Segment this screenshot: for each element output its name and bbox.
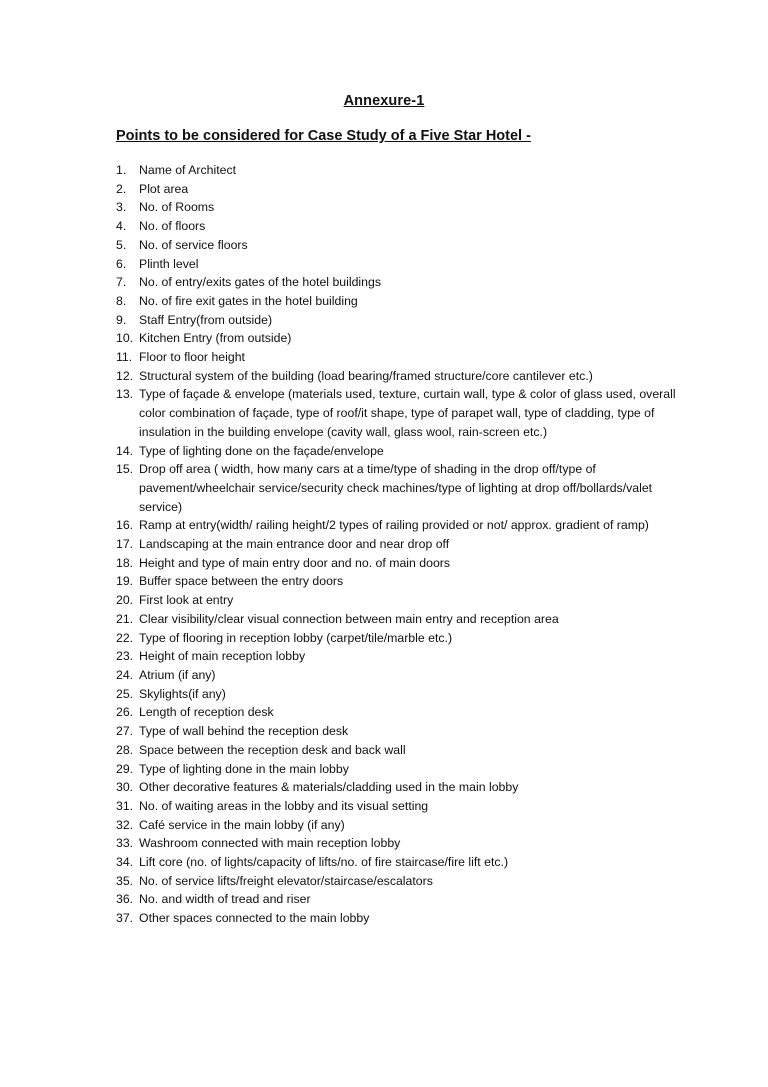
list-item (116, 385, 686, 441)
list-item (116, 180, 686, 199)
list-item (116, 703, 686, 722)
list-item (116, 797, 686, 816)
list-item-number: 32. (116, 817, 134, 832)
list-item-number: 8. (116, 293, 127, 308)
list-item (116, 834, 686, 853)
list-item-number: 5. (116, 237, 127, 252)
list-item-number: 15. (116, 462, 134, 477)
list-item (116, 516, 686, 535)
list-item (116, 853, 686, 872)
list-item (116, 685, 686, 704)
points-list (116, 161, 686, 928)
list-item-number: 4. (116, 219, 127, 234)
list-item-text: Atrium (if any) (139, 667, 216, 682)
list-item (116, 161, 686, 180)
list-item-text: Kitchen Entry (from outside) (139, 331, 292, 346)
list-item-number: 11. (116, 350, 133, 365)
list-item-number: 25. (116, 686, 134, 701)
list-item-text: No. of fire exit gates in the hotel building (139, 293, 358, 308)
list-item (116, 236, 686, 255)
list-item-number: 33. (116, 836, 134, 851)
list-item-number: 13. (116, 387, 134, 402)
list-item-text: No. of service lifts/freight elevator/staircase/escalators (139, 873, 433, 888)
list-item-text: No. of floors (139, 219, 206, 234)
list-item (116, 217, 686, 236)
list-item-text: Type of lighting done on the façade/envelope (139, 443, 384, 458)
list-item (116, 778, 686, 797)
list-item-text: Name of Architect (139, 163, 237, 177)
list-item-text: Length of reception desk (139, 705, 274, 720)
list-item-number: 10. (116, 331, 134, 346)
list-item (116, 367, 686, 386)
list-item-number: 30. (116, 780, 134, 795)
document-title: Annexure-1 (343, 93, 425, 109)
list-item (116, 198, 686, 217)
list-item-number: 36. (116, 892, 134, 907)
list-item-text: Type of façade & envelope (materials used, texture, curtain wall, type & color of glass used, overall color combination of façade, type of roof/it shape, type of parapet wall, type of cladding, type of insulation in the building envelope (cavity wall, glass wool, rain-screen etc.) (139, 387, 676, 439)
list-item (116, 535, 686, 554)
list-item-text: Floor to floor height (139, 350, 245, 365)
list-item-number: 37. (116, 911, 134, 926)
list-item-text: First look at entry (139, 593, 234, 608)
list-item-number: 31. (116, 798, 134, 813)
document-subtitle: Points to be considered for Case Study of a Five Star Hotel - (116, 128, 531, 144)
list-item-number: 17. (116, 537, 134, 552)
list-item-text: No. of waiting areas in the lobby and its visual setting (139, 798, 429, 813)
list-item-text: Washroom connected with main reception lobby (139, 836, 401, 851)
list-item-number: 23. (116, 649, 134, 664)
list-item-text: Ramp at entry(width/ railing height/2 types of railing provided or not/ approx. gradient of ramp) (139, 518, 649, 533)
list-item (116, 255, 686, 274)
list-item (116, 909, 686, 928)
list-item-text: Height and type of main entry door and no. of main doors (139, 555, 451, 570)
list-item-text: Plot area (139, 181, 189, 196)
list-item-number: 3. (116, 200, 127, 215)
list-item (116, 591, 686, 610)
list-item-text: No. of entry/exits gates of the hotel buildings (139, 275, 381, 290)
list-item (116, 816, 686, 835)
list-item (116, 329, 686, 348)
list-item-number: 24. (116, 667, 134, 682)
list-item-number: 27. (116, 724, 134, 739)
list-item-number: 21. (116, 611, 134, 626)
list-item (116, 647, 686, 666)
list-item-text: Landscaping at the main entrance door and near drop off (139, 537, 450, 552)
list-item (116, 292, 686, 311)
list-item-number: 16. (116, 518, 134, 533)
list-item-number: 28. (116, 742, 134, 757)
list-item-text: No. and width of tread and riser (139, 892, 311, 907)
list-item-text: Café service in the main lobby (if any) (139, 817, 345, 832)
list-item (116, 273, 686, 292)
list-item-text: Skylights(if any) (139, 686, 226, 701)
list-item (116, 722, 686, 741)
list-item-number: 19. (116, 574, 134, 589)
list-item-text: No. of service floors (139, 237, 248, 252)
list-item (116, 348, 686, 367)
list-item (116, 610, 686, 629)
list-item-text: Other spaces connected to the main lobby (139, 911, 370, 926)
list-item-number: 1. (116, 163, 127, 177)
list-item-number: 14. (116, 443, 134, 458)
list-item-number: 9. (116, 312, 127, 327)
list-item-text: Type of flooring in reception lobby (carpet/tile/marble etc.) (139, 630, 453, 645)
list-item-text: Buffer space between the entry doors (139, 574, 344, 589)
list-item-number: 26. (116, 705, 134, 720)
list-item-text: Other decorative features & materials/cladding used in the main lobby (139, 780, 519, 795)
list-item-text: Drop off area ( width, how many cars at a time/type of shading in the drop off/type of pavement/wheelchair service/security check machines/type of lighting at drop off/bollards/valet service) (139, 462, 653, 514)
list-item-number: 29. (116, 761, 134, 776)
list-item-number: 6. (116, 256, 127, 271)
list-item-text: Plinth level (139, 256, 199, 271)
list-item-text: Lift core (no. of lights/capacity of lifts/no. of fire staircase/fire lift etc.) (139, 855, 509, 870)
list-item (116, 760, 686, 779)
list-item-text: Clear visibility/clear visual connection between main entry and reception area (139, 611, 559, 626)
list-item-text: Structural system of the building (load bearing/framed structure/core cantilever etc.) (139, 368, 593, 383)
list-item (116, 554, 686, 573)
list-item (116, 890, 686, 909)
list-item-number: 2. (116, 181, 127, 196)
list-item-text: Type of lighting done in the main lobby (139, 761, 349, 776)
list-item-number: 34. (116, 855, 134, 870)
list-item (116, 460, 686, 516)
list-item (116, 741, 686, 760)
list-item-number: 18. (116, 555, 134, 570)
list-item (116, 629, 686, 648)
list-item-number: 12. (116, 368, 134, 383)
list-item-number: 22. (116, 630, 134, 645)
list-item-text: Type of wall behind the reception desk (139, 724, 349, 739)
list-item (116, 666, 686, 685)
list-item (116, 442, 686, 461)
list-item-text: Space between the reception desk and back wall (139, 742, 406, 757)
list-item-number: 35. (116, 873, 134, 888)
list-item-text: Staff Entry(from outside) (139, 312, 273, 327)
list-item-text: No. of Rooms (139, 200, 215, 215)
list-item (116, 572, 686, 591)
list-item (116, 311, 686, 330)
list-item-number: 7. (116, 275, 127, 290)
list-item-number: 20. (116, 593, 134, 608)
list-item (116, 872, 686, 891)
list-item-text: Height of main reception lobby (139, 649, 306, 664)
